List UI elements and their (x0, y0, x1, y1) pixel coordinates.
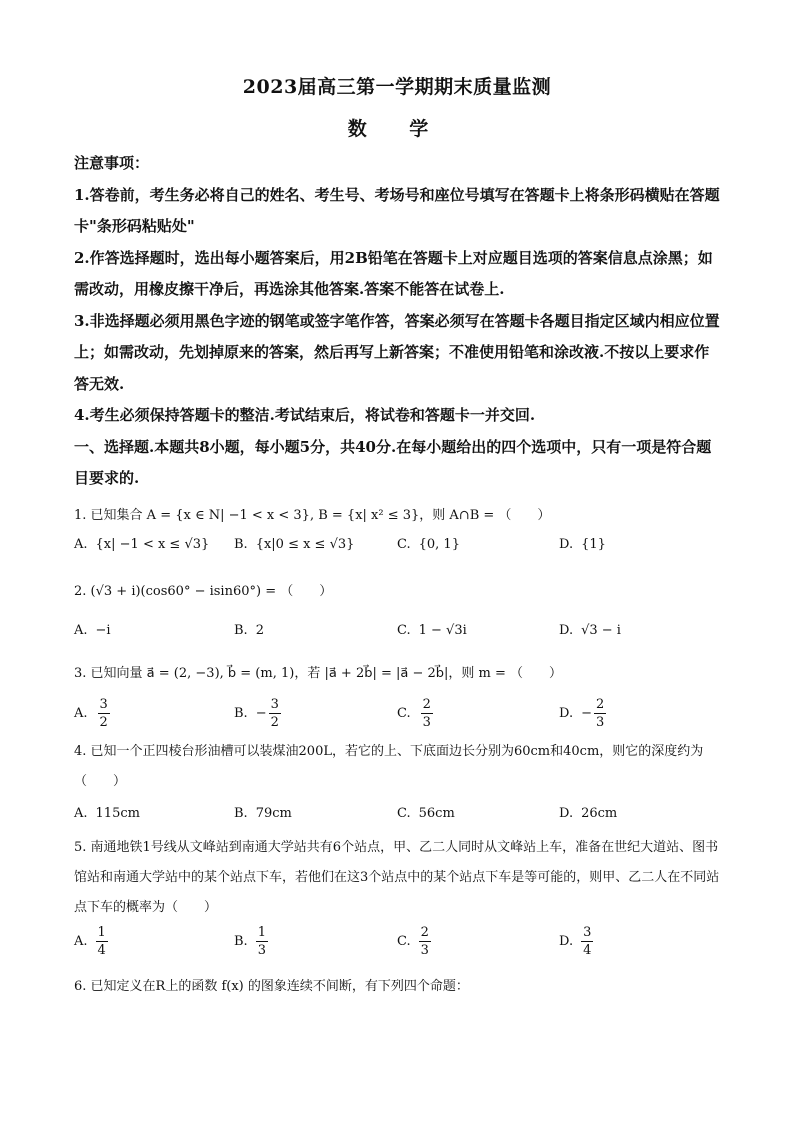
option-a[interactable]: A. {x| −1 < x ≤ √3} (74, 537, 210, 552)
question-3-options (74, 698, 734, 738)
question-1-options (74, 537, 734, 565)
question-5-stem: 5. 南通地铁1号线从文峰站到南通大学站共有6个站点，甲、乙二人同时从文峰站上车，准备在世纪大道站、图书馆站和南通大学站中的某个站点下车，若他们在这3个站点中的某个站点下车是等可能的，则甲、乙二人在不同站点下车的概率为（ ） (74, 840, 720, 915)
option-a[interactable]: A. −i (74, 623, 111, 638)
option-c[interactable]: C. 1 − √3i (397, 623, 467, 638)
question-3 (74, 659, 724, 689)
question-2-stem: 2. (√3 + i)(cos60° − isin60°) = （ ） (74, 584, 333, 599)
fraction: $\frac{2}{3}$ (420, 925, 429, 958)
question-6 (74, 972, 724, 1002)
option-d[interactable]: D. √3 − i (559, 623, 621, 638)
option-d[interactable]: D. − $\frac{2}{3}$ (559, 697, 605, 730)
question-2 (74, 577, 724, 607)
option-b[interactable]: B. $\frac{1}{3}$ (234, 925, 266, 958)
option-d[interactable]: D. {1} (559, 537, 606, 552)
option-c[interactable]: C. {0, 1} (397, 537, 460, 552)
question-4-stem: 4. 已知一个正四棱台形油槽可以装煤油200L，若它的上、下底面边长分别为60cm和40cm，则它的深度约为（ ） (74, 744, 704, 789)
instruction-2: 2.作答选择题时，选出每小题答案后，用2B铅笔在答题卡上对应题目选项的答案信息点涂黑；如需改动，用橡皮擦干净后，再选涂其他答案.答案不能答在试卷上. (74, 248, 713, 298)
instruction-4: 4.考生必须保持答题卡的整洁.考试结束后，将试卷和答题卡一并交回. (74, 406, 536, 424)
question-2-options (74, 623, 734, 651)
fraction: $\frac{3}{2}$ (99, 697, 108, 730)
option-b[interactable]: B. 2 (234, 623, 264, 638)
option-a[interactable]: A. $\frac{3}{2}$ (74, 697, 108, 730)
option-c[interactable]: C. $\frac{2}{3}$ (397, 697, 431, 730)
instruction-1: 1.答卷前，考生务必将自己的姓名、考生号、考场号和座位号填写在答题卡上将条形码横贴在答题卡"条形码粘贴处" (74, 185, 720, 235)
option-c[interactable]: C. $\frac{2}{3}$ (397, 925, 429, 958)
option-a[interactable]: A. 115cm (74, 806, 140, 821)
option-b[interactable]: B. 79cm (234, 806, 292, 821)
option-d[interactable]: D. 26cm (559, 806, 618, 821)
fraction: $\frac{1}{3}$ (257, 925, 266, 958)
question-4 (74, 737, 724, 797)
fraction: $\frac{2}{3}$ (422, 697, 431, 730)
fraction: $\frac{3}{4}$ (583, 925, 592, 958)
question-4-options (74, 806, 734, 834)
fraction: $\frac{2}{3}$ (596, 697, 605, 730)
instruction-3: 3.非选择题必须用黑色字迹的钢笔或签字笔作答，答案必须写在答题卡各题目指定区域内相应位置上；如需改动，先划掉原来的答案，然后再写上新答案；不准使用铅笔和涂改液.不按以上要求作答无效. (74, 311, 720, 393)
option-c[interactable]: C. 56cm (397, 806, 455, 821)
instructions-heading: 注意事项： (74, 154, 150, 172)
question-3-stem: 3. 已知向量 a⃗ = (2, −3), b⃗ = (m, 1)，若 |a⃗ + 2b⃗| = |a⃗ − 2b⃗|，则 m = （ ） (74, 666, 563, 681)
instructions (74, 148, 724, 495)
option-a[interactable]: A. $\frac{1}{4}$ (74, 925, 106, 958)
question-1 (74, 501, 724, 531)
option-d[interactable]: D. $\frac{3}{4}$ (559, 925, 592, 958)
section-1-heading: 一、选择题.本题共8小题，每小题5分，共40分.在每小题给出的四个选项中，只有一项是符合题目要求的. (74, 437, 712, 487)
question-6-stem: 6. 已知定义在R上的函数 f(x) 的图象连续不间断，有下列四个命题： (74, 979, 469, 994)
fraction: $\frac{3}{2}$ (270, 697, 279, 730)
fraction: $\frac{1}{4}$ (97, 925, 106, 958)
option-b[interactable]: B. {x|0 ≤ x ≤ √3} (234, 537, 355, 552)
exam-title: 2023届高三第一学期期末质量监测 (242, 76, 552, 98)
subject-title: 数 学 (347, 118, 447, 140)
question-5 (74, 833, 724, 923)
question-1-stem: 1. 已知集合 A = {x ∈ N| −1 < x < 3}, B = {x| x² ≤ 3}，则 A∩B = （ ） (74, 508, 551, 523)
option-b[interactable]: B. − $\frac{3}{2}$ (234, 697, 279, 730)
question-5-options (74, 926, 734, 966)
